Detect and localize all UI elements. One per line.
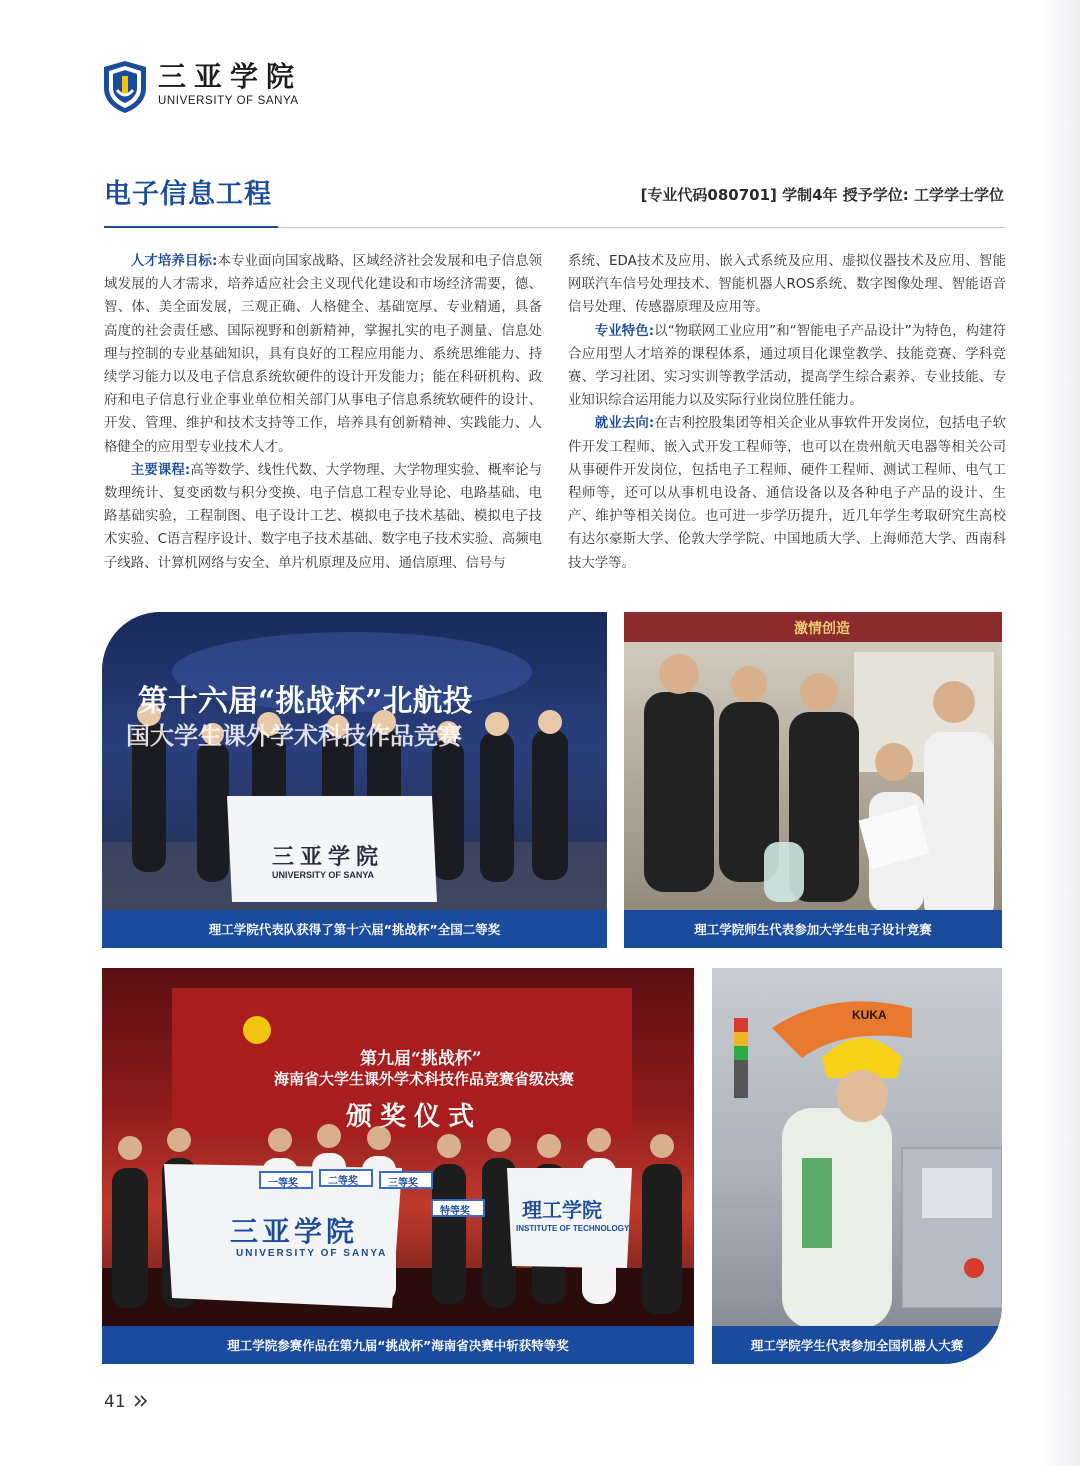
feature-label: 专业特色: — [594, 323, 655, 339]
program-title: 电子信息工程 — [104, 179, 272, 210]
logo-english-name: UNIVERSITY OF SANYA — [158, 95, 299, 107]
goal-label: 人才培养目标: — [130, 254, 218, 269]
career-paragraph — [568, 412, 1006, 574]
photo-caption: 理工学院学生代表参加全国机器人大赛 — [712, 1326, 1002, 1364]
flag2-text-cn: 理工学院 — [522, 1198, 602, 1222]
sign-second-prize: 二等奖 — [328, 1176, 358, 1187]
double-chevron-right-icon — [133, 1394, 149, 1408]
goal-paragraph — [104, 250, 542, 459]
courses-continued: 系统、EDA技术及应用、嵌入式系统及应用、虚拟仪器技术及应用、智能网联汽车信号处理技术、智能机器人ROS系统、数字图像处理、智能语音信号处理、传感器原理及应用等。 — [568, 254, 1006, 316]
wall-banner-text: 激情创造 — [794, 621, 850, 637]
backdrop-line-1: 第九届“挑战杯” — [360, 1049, 482, 1069]
page-number — [104, 1392, 149, 1412]
title-divider — [278, 227, 1005, 228]
courses-text: 高等数学、线性代数、大学物理、大学物理实验、概率论与数理统计、复变函数与积分变换、电子信息工程专业导论、电路基础、电路基础实验，工程制图、电子设计工艺、模拟电子技术基础、模拟电子技术实验、C语言程序设计、数字电子技术基础、数字电子技术实验、高频电子线路、计算机网络与安全、单片机原理及应用、通信原理、信号与 — [104, 462, 542, 571]
backdrop-line-2: 海南省大学生课外学术科技作品竞赛省级决赛 — [274, 1070, 575, 1088]
sign-special-prize: 特等奖 — [440, 1206, 470, 1217]
robot-scene-illustration — [712, 968, 1002, 1364]
goal-text: 本专业面向国家战略、区域经济社会发展和电子信息领域发展的人才需求，培养适应社会主义现代化建设和市场经济需要，德、智、体、美全面发展，三观正确、人格健全、基础宽厚、专业精通，具备高度的社会责任感、国际视野和创新精神，掌握扎实的电子测量、信息处理与控制的专业基础知识，具有良好的工程应用能力、系统思维能力、持续学习能力以及电子信息系统软硬件的设计开发能力；能在科研机构、政府和电子信息行业企事业单位相关部门从事电子信息系统软硬件的设计、开发、管理、维护和技术支持等工作，培养具有创新精神、实践能力、人格健全的应用型专业技术人才。 — [104, 254, 543, 455]
banner-line-1: 第十六届“挑战杯”北航投 — [138, 684, 473, 719]
photo-robot-competition — [712, 968, 1002, 1364]
university-shield-icon — [102, 60, 148, 114]
feature-text: 以“物联网工业应用”和“智能电子产品设计”为特色，构建符合应用型人才培养的课程体系，通过项目化课堂教学、技能竞赛、学科竞赛、学习社团、实习实训等教学活动，提高学生综合素养、专业技能、专业知识综合运用能力以及实际行业岗位胜任能力。 — [568, 323, 1006, 409]
career-label: 就业去向: — [594, 416, 655, 432]
photo-caption: 理工学院代表队获得了第十六届“挑战杯”全国二等奖 — [102, 910, 607, 948]
photo-caption: 理工学院师生代表参加大学生电子设计竞赛 — [624, 910, 1002, 948]
sign-first-prize: 一等奖 — [268, 1178, 298, 1189]
feature-paragraph — [568, 320, 1006, 413]
program-meta: [专业代码080701] 学制4年 授予学位: 工学学士学位 — [640, 186, 1004, 204]
lab-scene-illustration — [624, 612, 1002, 948]
photo-national-award — [102, 612, 607, 948]
text-column-right — [568, 250, 1006, 575]
photo-caption: 理工学院参赛作品在第九届“挑战杯”海南省决赛中斩获特等奖 — [102, 1326, 694, 1364]
courses-paragraph — [104, 459, 542, 575]
career-text: 在吉利控股集团等相关企业从事软件开发岗位，包括电子软件开发工程师、嵌入式开发工程师等，也可以在贵州航天电器等相关公司从事硬件开发岗位，包括电子工程师、硬件工程师、测试工程师、电气工程师等，还可以从事机电设备、通信设备以及各种电子产品的设计、生产、维护等相关岗位。也可进一步学历提升，近几年学生考取研究生高校有达尔豪斯大学、伦敦大学学院、中国地质大学、上海师范大学、西南科技大学等。 — [568, 416, 1006, 571]
flag-text-en: UNIVERSITY OF SANYA — [272, 870, 375, 880]
page-edge-shadow — [1042, 0, 1080, 1466]
sign-third-prize: 三等奖 — [388, 1178, 418, 1189]
courses-label: 主要课程: — [130, 462, 191, 478]
photo-design-competition — [624, 612, 1002, 948]
flag-text-cn: 三亚学院 — [272, 844, 385, 870]
flag2-text-en: INSTITUTE OF TECHNOLOGY — [516, 1224, 630, 1233]
flag-text-en: UNIVERSITY OF SANYA — [236, 1248, 388, 1259]
backdrop-line-3: 颁奖仪式 — [346, 1102, 483, 1132]
flag-text-cn: 三亚学院 — [230, 1216, 359, 1247]
title-underline — [104, 226, 278, 228]
ceremony-scene-illustration — [102, 968, 694, 1364]
logo-chinese-name: 三亚学院 — [158, 60, 303, 93]
page-number-text: 41 — [104, 1392, 126, 1412]
text-column-left — [104, 250, 542, 575]
robot-brand-text: KUKA — [852, 1008, 887, 1022]
stage-scene-illustration — [102, 612, 607, 948]
banner-line-2: 国大学生课外学术科技作品竞赛 — [126, 721, 462, 750]
photo-provincial-award — [102, 968, 694, 1364]
